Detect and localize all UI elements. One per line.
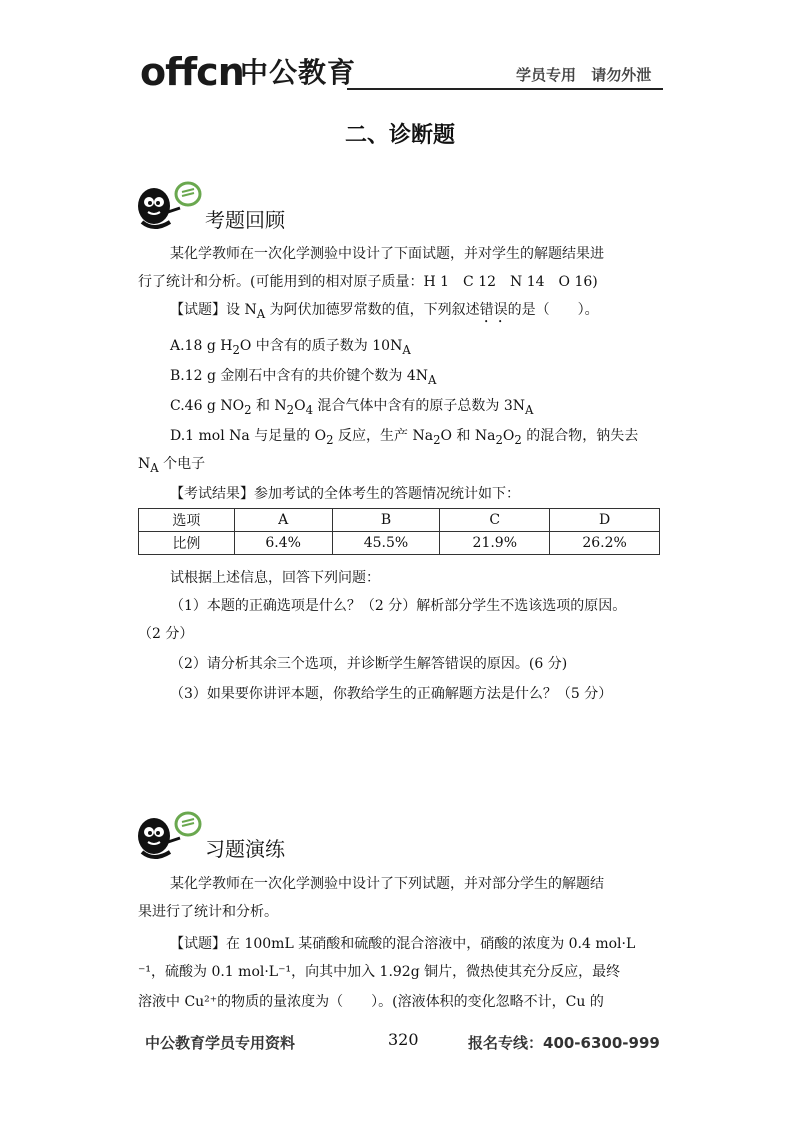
- table-cell: 选项: [139, 509, 235, 532]
- question-1-line2: （2 分）: [138, 626, 194, 642]
- practice-question-line1: 【试题】在 100mL 某硝酸和硫酸的混合溶液中，硝酸的浓度为 0.4 mol·L: [170, 936, 636, 952]
- question-2: （2）请分析其余三个选项，并诊断学生解答错误的原因。(6 分): [170, 656, 568, 672]
- option-d-line2: $N_A$ 个电子: [138, 456, 206, 475]
- stats-table: [138, 508, 660, 555]
- header-notice: 学员专用 请勿外泄: [516, 66, 652, 84]
- page-number: 320: [388, 1030, 419, 1049]
- review-intro-line1: 某化学教师在一次化学测验中设计了下面试题，并对学生的解题结果进: [170, 246, 604, 262]
- review-question: 【试题】设 $N_A$ 为阿伏加德罗常数的值，下列叙述错误的是（ ）。: [170, 302, 599, 321]
- table-cell: 21.9%: [440, 532, 550, 555]
- table-cell: B: [332, 509, 440, 532]
- table-row: [139, 532, 660, 555]
- footer-left: 中公教育学员专用资料: [145, 1034, 296, 1052]
- question-1-line1: （1）本题的正确选项是什么？（2 分）解析部分学生不选该选项的原因。: [170, 598, 627, 614]
- option-d: D.1 mol Na 与足量的 $O_2$ 反应，生产 $Na_2O$ 和 $Na_2O_2$ 的混合物，钠失去: [170, 428, 639, 447]
- mascot-icon: [132, 806, 212, 866]
- practice-title: 习题演练: [205, 837, 285, 861]
- table-cell: 45.5%: [332, 532, 440, 555]
- review-intro-line2: 行了统计和分析。(可能用到的相对原子质量：H 1 C 12 N 14 O 16): [138, 274, 598, 290]
- question-3: （3）如果要你讲评本题，你教给学生的正确解题方法是什么？（5 分）: [170, 686, 613, 702]
- brand-logo-latin: offcn: [140, 50, 244, 94]
- brand-logo-cn: 中公教育: [240, 56, 357, 89]
- table-cell: A: [234, 509, 332, 532]
- option-a: A.18 g $H_2O$ 中含有的质子数为 $10N_A$: [170, 338, 411, 357]
- table-cell: C: [440, 509, 550, 532]
- ask-intro: 试根据上述信息，回答下列问题：: [170, 570, 380, 586]
- practice-question-line2: ⁻¹，硫酸为 0.1 mol·L⁻¹，向其中加入 1.92g 铜片，微热使其充分反应，最终: [138, 964, 621, 980]
- table-row: [139, 509, 660, 532]
- review-title: 考题回顾: [205, 208, 285, 232]
- emphasis-wrong: 错误: [479, 302, 508, 318]
- result-intro: 【考试结果】参加考试的全体考生的答题情况统计如下：: [170, 486, 520, 502]
- option-b: B.12 g 金刚石中含有的共价键个数为 $4N_A$: [170, 368, 437, 387]
- table-cell: 比例: [139, 532, 235, 555]
- footer-hotline: 报名专线：400-6300-999: [468, 1034, 660, 1052]
- mascot-icon: [132, 176, 212, 236]
- table-cell: D: [550, 509, 660, 532]
- practice-intro-line1: 某化学教师在一次化学测验中设计了下列试题，并对部分学生的解题结: [170, 876, 604, 892]
- practice-intro-line2: 果进行了统计和分析。: [138, 904, 278, 920]
- option-c: C.46 g $NO_2$ 和 $N_2O_4$ 混合气体中含有的原子总数为 $3N_A$: [170, 398, 534, 417]
- table-cell: 6.4%: [234, 532, 332, 555]
- section-title: 二、诊断题: [344, 123, 455, 148]
- practice-question-line3: 溶液中 Cu²⁺的物质的量浓度为（ ）。(溶液体积的变化忽略不计，Cu 的: [138, 994, 604, 1010]
- table-cell: 26.2%: [550, 532, 660, 555]
- header-rule: [347, 88, 663, 90]
